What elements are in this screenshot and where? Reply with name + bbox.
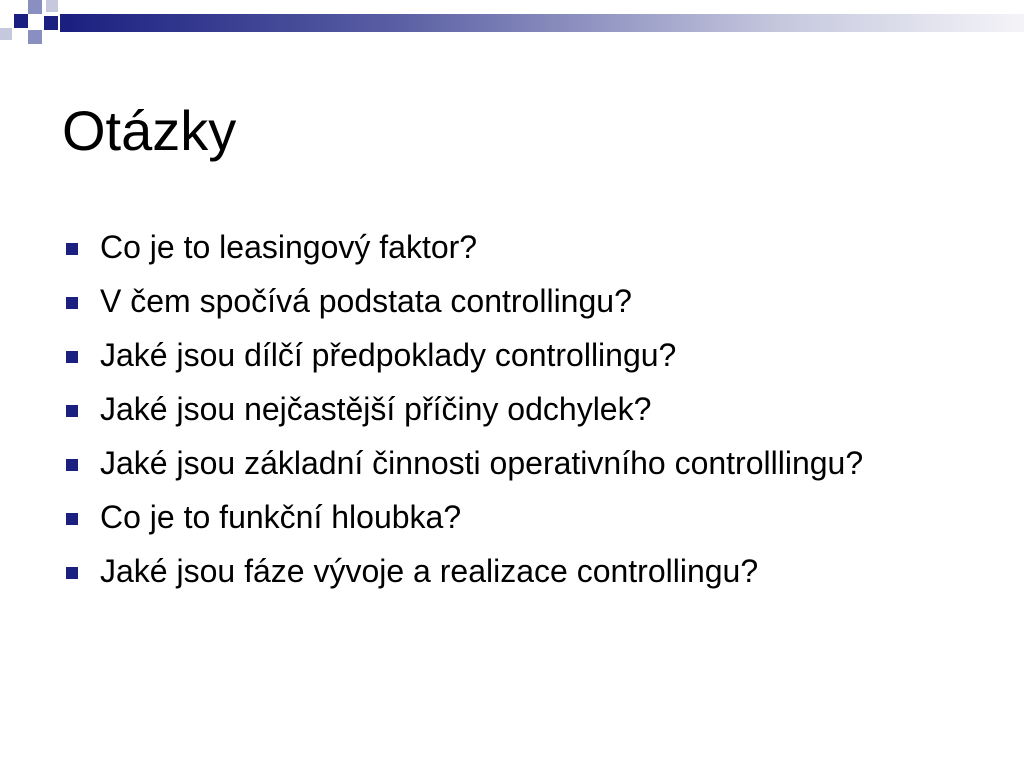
square-bullet-icon (66, 459, 78, 471)
bullet-text: Jaké jsou základní činnosti operativního controlllingu? (100, 445, 864, 481)
list-item (66, 336, 966, 374)
list-item (66, 228, 966, 266)
header-decoration (0, 0, 1024, 46)
list-item (66, 552, 966, 590)
list-item (66, 498, 966, 536)
bullet-text: Co je to leasingový faktor? (100, 229, 478, 265)
bullet-text: Jaké jsou nejčastější příčiny odchylek? (100, 391, 652, 427)
bullet-text: V čem spočívá podstata controllingu? (100, 283, 632, 319)
square-bullet-icon (66, 405, 78, 417)
list-item (66, 282, 966, 320)
list-item (66, 444, 966, 482)
list-item (66, 390, 966, 428)
bullet-text: Jaké jsou fáze vývoje a realizace controllingu? (100, 553, 759, 589)
square-bullet-icon (66, 513, 78, 525)
square-bullet-icon (66, 567, 78, 579)
bullet-text: Co je to funkční hloubka? (100, 499, 462, 535)
square-bullet-icon (66, 351, 78, 363)
square-bullet-icon (66, 297, 78, 309)
square-bullet-icon (66, 243, 78, 255)
slide-title: Otázky (62, 99, 237, 162)
bullet-list (66, 228, 966, 606)
bullet-text: Jaké jsou dílčí předpoklady controllingu? (100, 337, 677, 373)
